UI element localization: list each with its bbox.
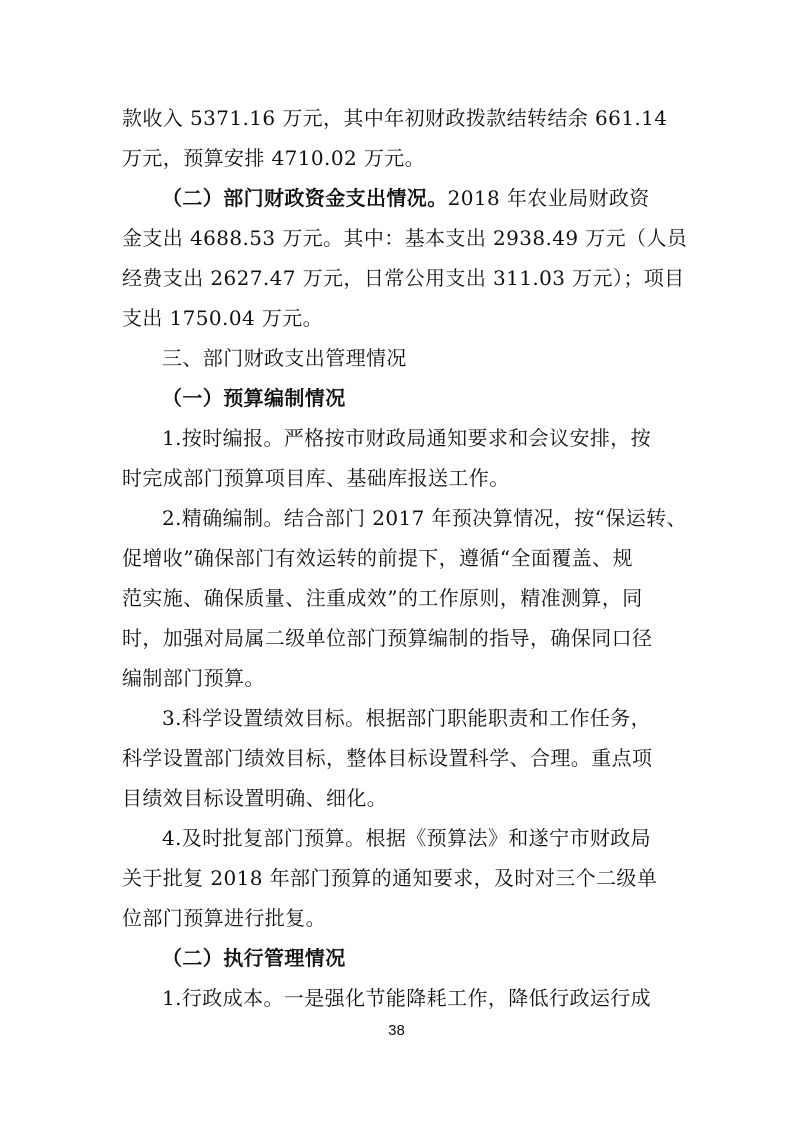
subsection-heading: （一）预算编制情况 — [162, 386, 346, 410]
text-line: 目绩效目标设置明确、细化。 — [122, 786, 388, 810]
section-heading-bold: （二）部门财政资金支出情况。 — [162, 186, 448, 210]
text-line: 支出 1750.04 万元。 — [122, 306, 324, 330]
text-line: 万元，预算安排 4710.02 万元。 — [122, 146, 426, 170]
text-line: 3.科学设置绩效目标。根据部门职能职责和工作任务， — [162, 706, 652, 730]
text-line: 时，加强对局属二级单位部门预算编制的指导，确保同口径 — [122, 626, 653, 650]
text-line: 金支出 4688.53 万元。其中：基本支出 2938.49 万元（人员 — [122, 226, 688, 250]
section-heading-text: 2018 年农业局财政资 — [447, 186, 650, 210]
text-line: 时完成部门预算项目库、基础库报送工作。 — [122, 466, 510, 490]
text-line: 2.精确编制。结合部门 2017 年预决算情况，按“保运转、 — [162, 506, 687, 530]
text-line: 促增收”确保部门有效运转的前提下，遵循“全面覆盖、规 — [122, 546, 633, 570]
text-line: 科学设置部门绩效目标，整体目标设置科学、合理。重点项 — [122, 746, 653, 770]
text-line: 经费支出 2627.47 万元，日常公用支出 311.03 万元）；项目 — [122, 266, 685, 290]
page-number: 38 — [388, 1022, 405, 1039]
text-line: 范实施、确保质量、注重成效”的工作原则，精准测算，同 — [122, 586, 643, 610]
text-line: 1.按时编报。严格按市财政局通知要求和会议安排，按 — [162, 426, 652, 450]
text-line: 编制部门预算。 — [122, 666, 265, 690]
section-heading — [162, 184, 722, 212]
text-line: 4.及时批复部门预算。根据《预算法》和遂宁市财政局 — [162, 826, 652, 850]
text-line: 款收入 5371.16 万元，其中年初财政拨款结转结余 661.14 — [122, 106, 668, 130]
text-line: 1.行政成本。一是强化节能降耗工作，降低行政运行成 — [162, 986, 652, 1010]
section-title: 三、部门财政支出管理情况 — [162, 346, 407, 370]
text-line: 关于批复 2018 年部门预算的通知要求，及时对三个二级单 — [122, 866, 658, 890]
subsection-heading: （二）执行管理情况 — [162, 946, 346, 970]
text-line: 位部门预算进行批复。 — [122, 906, 326, 930]
